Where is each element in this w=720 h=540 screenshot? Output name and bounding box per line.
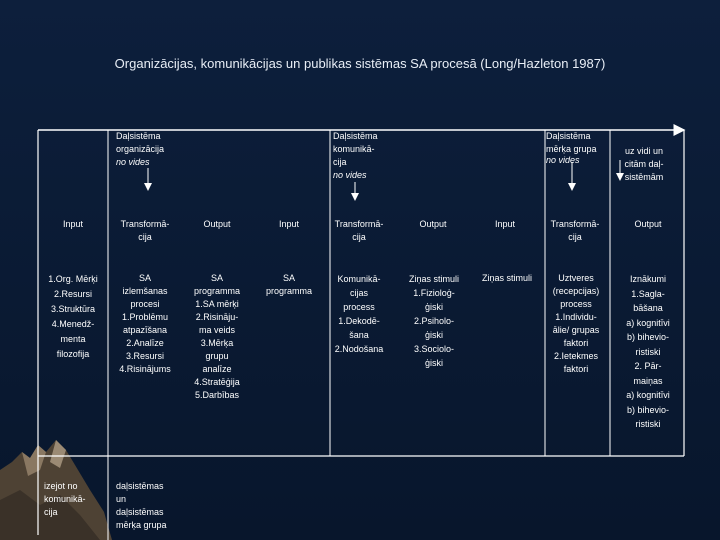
cell-transform-3: Uztveres (recepcijas) process 1.Individu- ālie/ grupas faktori 2.Ietekmes faktori bbox=[552, 273, 600, 374]
cell-transform-2: Komunikā- cijas process 1.Dekodē- šana 2.Nodošana bbox=[334, 274, 384, 354]
subsystem-communication: Daļsistēma komunikā- cija bbox=[333, 131, 378, 167]
header-input-2: Input bbox=[278, 219, 300, 229]
subsystem-organization: Daļsistēma organizācija bbox=[116, 131, 165, 154]
subsystem-organization-env: no vides bbox=[116, 157, 150, 167]
cell-output-2: Ziņas stimuli 1.Fizioloģ- ģiski 2.Psiholo- ģiski 3.Sociolo- ģiski bbox=[408, 274, 459, 368]
page-title: Organizācijas, komunikācijas un publikas sistēmas SA procesā (Long/Hazleton 1987) bbox=[114, 56, 606, 71]
header-output-1: Output bbox=[203, 219, 231, 229]
header-input-1: Input bbox=[62, 219, 84, 229]
cell-input-1: 1.Org. Mērķi 2.Resursi 3.Struktūra 4.Menedž- menta filozofija bbox=[48, 274, 98, 359]
header-transform-1: Transformā- cija bbox=[120, 219, 170, 242]
cell-input-3: Ziņas stimuli bbox=[481, 273, 532, 283]
header-input-3: Input bbox=[494, 219, 516, 229]
cell-output-3: Iznākumi 1.Sagla- bāšana a) kognitīvi b) bihevio- ristiski 2. Pār- maiņas a) kognitīvi b) bihevio- ristiski bbox=[626, 274, 670, 429]
header-output-2: Output bbox=[419, 219, 447, 229]
to-environment-label: uz vidi un citām daļ- sistēmām bbox=[624, 146, 664, 182]
subsystem-target: Daļsistēma mērķa grupa bbox=[546, 131, 597, 154]
subsystem-target-env: no vides bbox=[546, 155, 580, 165]
subsystem-communication-env: no vides bbox=[333, 170, 367, 180]
feedback-left-label: izejot no komunikā- cija bbox=[44, 481, 86, 517]
header-transform-2: Transformā- cija bbox=[334, 219, 384, 242]
header-output-3: Output bbox=[634, 219, 662, 229]
header-transform-3: Transformā- cija bbox=[550, 219, 600, 242]
cell-transform-1: SA izlemšanas procesi 1.Problēmu atpazīšana 2.Analīze 3.Resursi 4.Risinājums bbox=[119, 273, 171, 374]
cell-output-1: SA programma 1.SA mērķi 2.Risināju- ma veids 3.Mērķa grupu analīze 4.Stratēģija 5.Darbības bbox=[193, 273, 240, 400]
feedback-right-label: daļsistēmas un daļsistēmas mērķa grupa bbox=[116, 481, 167, 530]
cell-input-2: SA programma bbox=[265, 273, 312, 296]
